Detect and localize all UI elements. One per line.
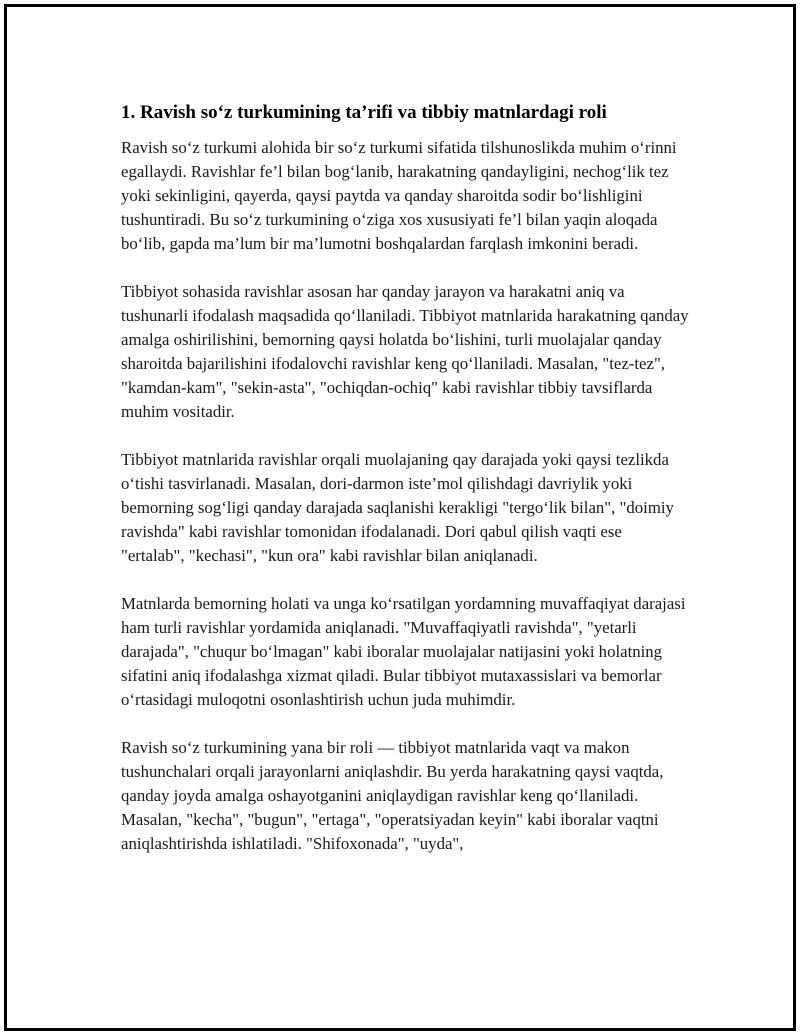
paragraph-patient-state: Matnlarda bemorning holati va unga ko‘rsatilgan yordamning muvaffaqiyat darajasi ham turli ravishlar yordamida aniqlanadi. "Muvaffaqiyatli ravishda", "yetarli darajada", "chuqur bo‘lmagan" kabi iboralar muolajalar natijasini yoki holatning sifatini aniq ifodalashga xizmat qiladi. Bular tibbiyot mutaxassislari va bemorlar o‘rtasidagi muloqotni osonlashtirish uchun juda muhimdir. — [121, 594, 686, 709]
paragraph-medical-usage: Tibbiyot sohasida ravishlar asosan har qanday jarayon va harakatni aniq va tushunarli ifodalash maqsadida qo‘llaniladi. Tibbiyot matnlarida harakatning qanday amalga oshirilishini, bemorning qaysi holatda bo‘lishini, turli muolajalar qanday sharoitda bajarilishini ifodalovchi ravishlar keng qo‘llaniladi. Masalan, "tez-tez", "kamdan-kam", "sekin-asta", "ochiqdan-ochiq" kabi ravishlar tibbiy tavsiflarda muhim vositadir. — [121, 282, 689, 421]
paragraph-time-place: Ravish so‘z turkumining yana bir roli — tibbiyot matnlarida vaqt va makon tushunchalari orqali jarayonlarni aniqlashdir. Bu yerda harakatning qaysi vaqtda, qanday joyda amalga oshayotganini aniqlaydigan ravishlar keng qo‘llaniladi. Masalan, "kecha", "bugun", "ertaga", "operatsiyadan keyin" kabi iboralar vaqtni aniqlashtirishda ishlatiladi. "Shifoxonada", "uyda", — [121, 738, 664, 853]
section-heading: 1. Ravish so‘z turkumining ta’rifi va tibbiy matnlardagi roli — [121, 102, 607, 123]
paragraph-treatment-degree: Tibbiyot matnlarida ravishlar orqali muolajaning qay darajada yoki qaysi tezlikda o‘tishi tasvirlanadi. Masalan, dori-darmon iste’mol qilishdagi davriylik yoki bemorning sog‘ligi qanday darajada saqlanishi kerakligi "tergo‘lik bilan", "doimiy ravishda" kabi ravishlar tomonidan ifodalanadi. Dori qabul qilish vaqti ese "ertalab", "kechasi", "kun ora" kabi ravishlar bilan aniqlanadi. — [121, 450, 674, 565]
page-frame — [4, 4, 796, 1031]
document-body — [121, 100, 689, 880]
paragraph-definition: Ravish so‘z turkumi alohida bir so‘z turkumi sifatida tilshunoslikda muhim o‘rinni egallaydi. Ravishlar fe’l bilan bog‘lanib, harakatning qandayligini, nechog‘lik tez yoki sekinligini, qayerda, qaysi paytda va qanday sharoitda sodir bo‘lishligini tushuntiradi. Bu so‘z turkumining o‘ziga xos xususiyati fe’l bilan yaqin aloqada bo‘lib, gapda ma’lum bir ma’lumotni boshqalardan farqlash imkonini beradi. — [121, 138, 677, 253]
